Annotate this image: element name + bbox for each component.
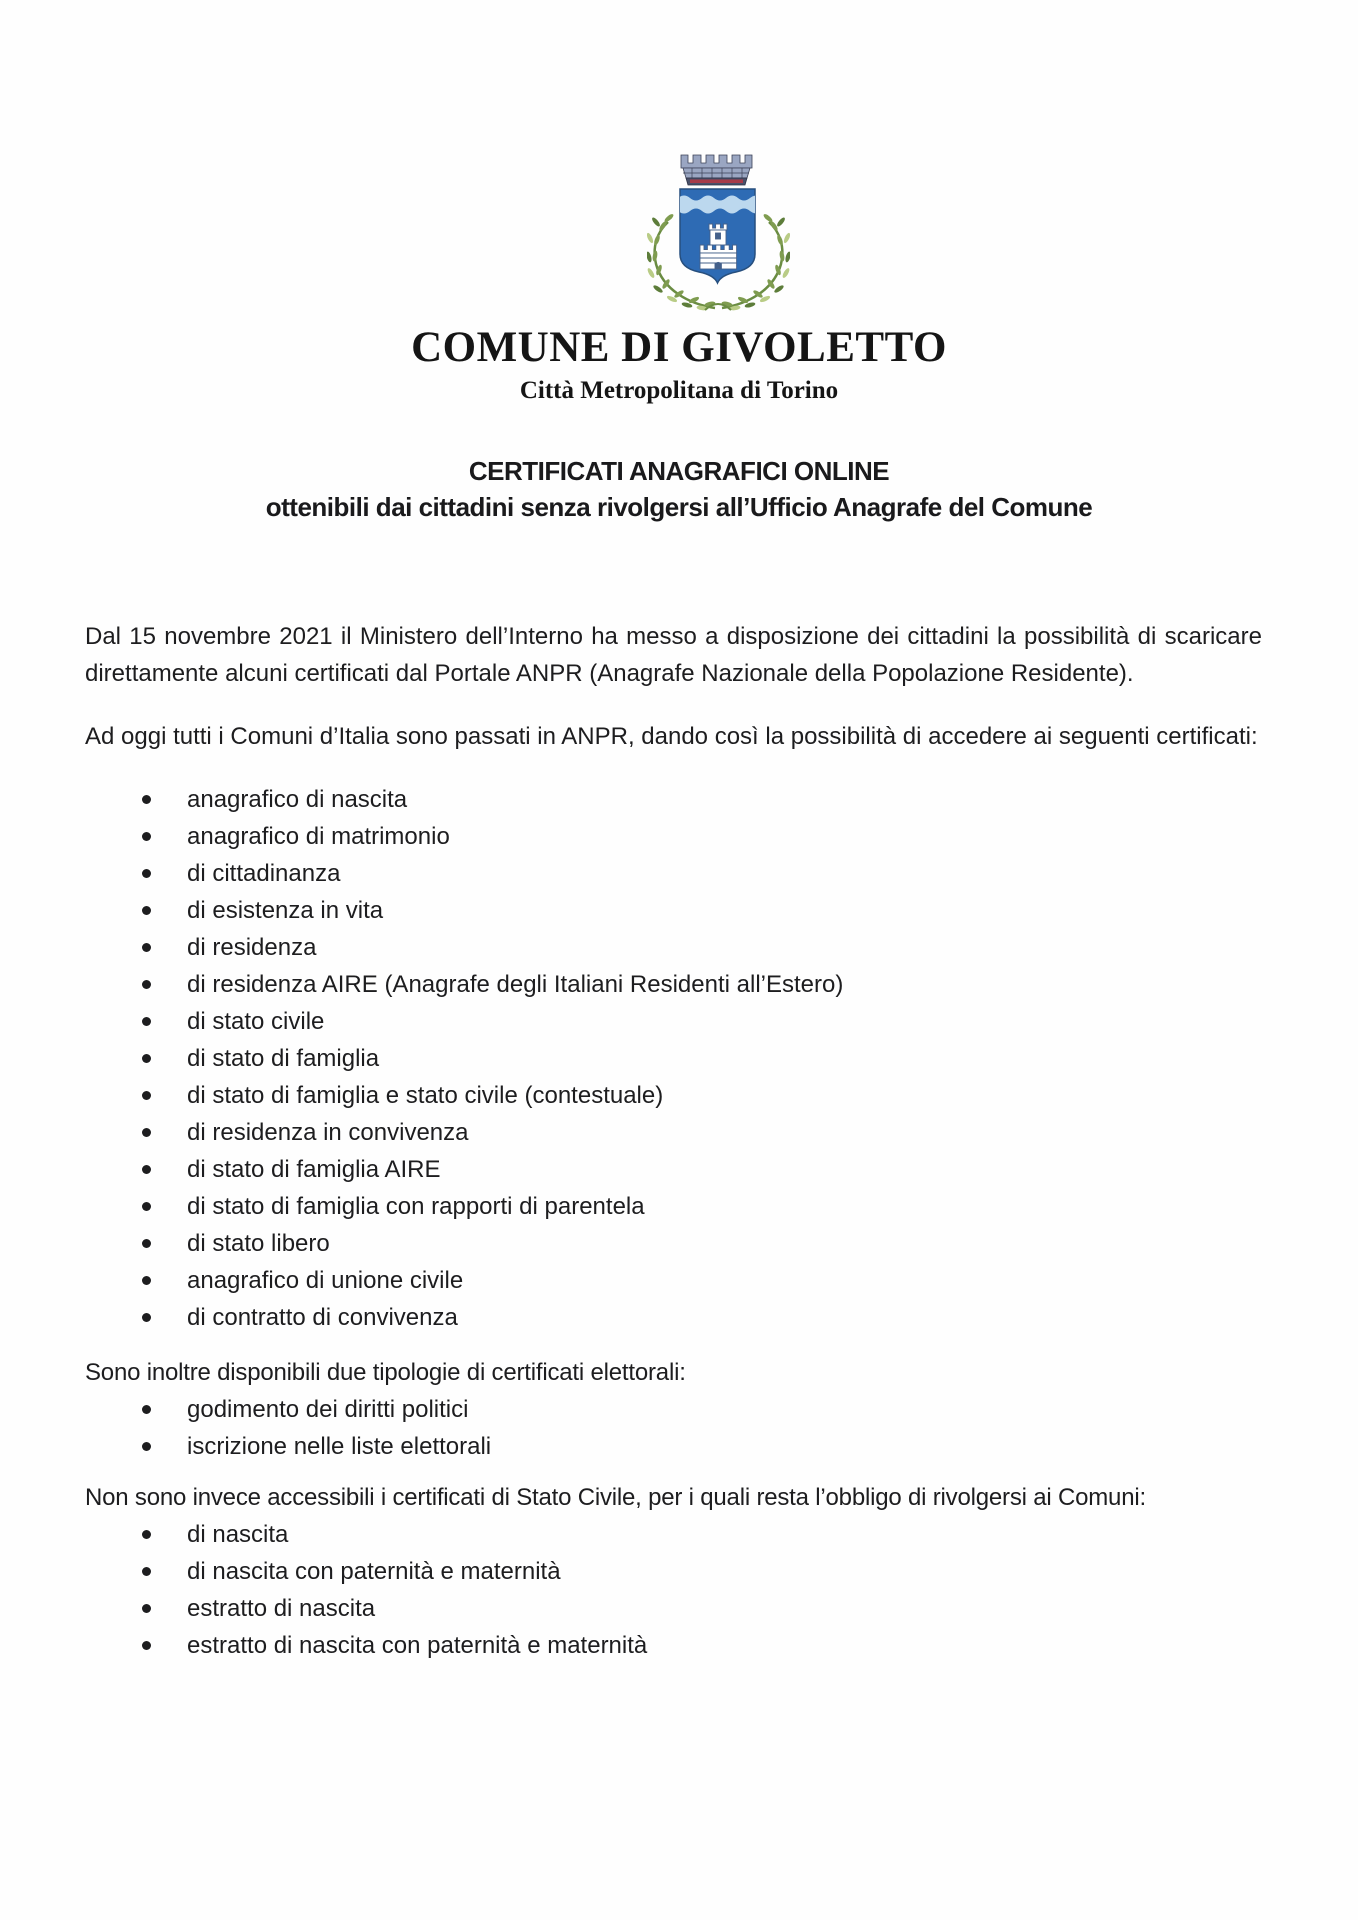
certificate-item: anagrafico di unione civile — [85, 1262, 1262, 1299]
certificate-item: di stato di famiglia AIRE — [85, 1151, 1262, 1188]
certificate-item: di residenza — [85, 929, 1262, 966]
certificate-item: di stato di famiglia e stato civile (contestuale) — [85, 1077, 1262, 1114]
certificate-item: di cittadinanza — [85, 855, 1262, 892]
document-body — [0, 618, 1358, 1664]
document-subtitle: ottenibili dai cittadini senza rivolgersi all’Ufficio Anagrafe del Comune — [265, 491, 1093, 522]
certificate-item: di esistenza in vita — [85, 892, 1262, 929]
municipality-title: COMUNE DI GIVOLETTO — [411, 324, 947, 371]
certificate-item: di stato civile — [85, 1003, 1262, 1040]
mural-crown-icon — [681, 155, 752, 178]
certificate-item: di residenza AIRE (Anagrafe degli Italiani Residenti all’Estero) — [85, 966, 1262, 1003]
certificate-item: anagrafico di nascita — [85, 781, 1262, 818]
document-title: CERTIFICATI ANAGRAFICI ONLINE — [468, 455, 890, 486]
certificate-item: anagrafico di matrimonio — [85, 818, 1262, 855]
certificate-item: di residenza in convivenza — [85, 1114, 1262, 1151]
province-subtitle: Città Metropolitana di Torino — [519, 377, 839, 404]
excluded-certificate-item: estratto di nascita — [85, 1590, 1262, 1627]
certificate-item: di contratto di convivenza — [85, 1299, 1262, 1336]
certificate-item: di stato di famiglia con rapporti di parentela — [85, 1188, 1262, 1225]
paragraph-comuni-access: Ad oggi tutti i Comuni d’Italia sono passati in ANPR, dando così la possibilità di accedere ai seguenti certificati: — [85, 723, 1258, 751]
excluded-certificate-item: di nascita — [85, 1516, 1262, 1553]
electoral-certificates-list — [85, 1391, 1262, 1465]
excluded-certificates-list — [85, 1516, 1262, 1664]
crown-red-band — [690, 180, 743, 184]
certificate-item: di stato libero — [85, 1225, 1262, 1262]
certificate-item: di stato di famiglia — [85, 1040, 1262, 1077]
electoral-certificate-item: iscrizione nelle liste elettorali — [85, 1428, 1262, 1465]
certificates-list — [85, 781, 1262, 1336]
paragraph-anpr-intro: Dal 15 novembre 2021 il Ministero dell’Interno ha messo a disposizione dei cittadini la possibilità di scaricare direttamente alcuni certificati dal Portale ANPR (Anagrafe Nazionale della Popolazione Residente). — [85, 623, 1262, 688]
electoral-certificate-item: godimento dei diritti politici — [85, 1391, 1262, 1428]
excluded-intro: Non sono invece accessibili i certificati di Stato Civile, per i quali resta l’obbligo di rivolgersi ai Comuni: — [85, 1484, 1146, 1512]
excluded-certificate-item: di nascita con paternità e maternità — [85, 1553, 1262, 1590]
excluded-certificate-item: estratto di nascita con paternità e maternità — [85, 1627, 1262, 1664]
coat-of-arms — [647, 152, 790, 314]
electoral-intro: Sono inoltre disponibili due tipologie di certificati elettorali: — [85, 1359, 686, 1387]
